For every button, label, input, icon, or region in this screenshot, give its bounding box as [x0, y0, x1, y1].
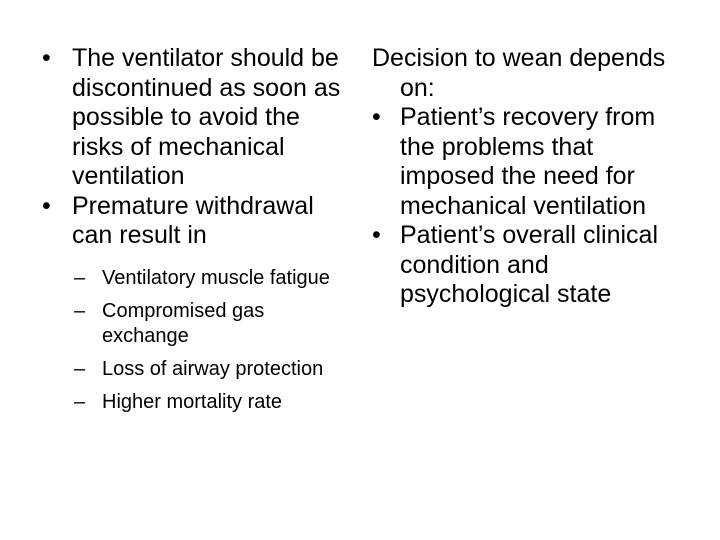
right-bullet-1-text: Patient’s recovery from the problems that imposed the need for mechanical ventilation [400, 103, 656, 220]
sub-bullet-1-text: Ventilatory muscle fatigue [102, 266, 330, 289]
bullet-marker: • [372, 221, 381, 249]
sub-bullet-2 [34, 299, 354, 349]
sub-bullet-1 [34, 266, 354, 291]
left-bullet-1-text: The ventilator should be discontinued as soon as possible to avoid the risks of mechanical ventilation [72, 44, 341, 190]
left-bullet-1 [34, 44, 354, 192]
bullet-marker: • [42, 191, 51, 220]
right-bullet-list [372, 103, 692, 310]
right-bullet-2 [372, 221, 692, 310]
sub-bullet-2-text: Compromised gas exchange [102, 299, 265, 347]
sub-bullet-3-text: Loss of airway protection [102, 357, 324, 380]
sub-bullet-3 [34, 357, 354, 382]
left-bullet-2-text: Premature withdrawal can result in [72, 191, 314, 249]
dash-marker: – [74, 266, 86, 289]
bullet-marker: • [42, 44, 51, 72]
sub-bullet-4 [34, 390, 354, 415]
left-column [34, 44, 354, 423]
left-bullet-2 [34, 192, 354, 251]
dash-marker: – [74, 390, 86, 413]
right-bullet-1 [372, 103, 692, 221]
dash-marker: – [74, 299, 86, 322]
right-column [372, 44, 692, 310]
right-bullet-2-text: Patient’s overall clinical condition and psychological state [400, 221, 658, 308]
premature-withdrawal-sublist [34, 266, 354, 415]
dash-marker: – [74, 357, 86, 380]
sub-bullet-4-text: Higher mortality rate [102, 390, 283, 413]
bullet-marker: • [372, 103, 381, 131]
right-heading: Decision to wean depends on: [372, 44, 666, 102]
